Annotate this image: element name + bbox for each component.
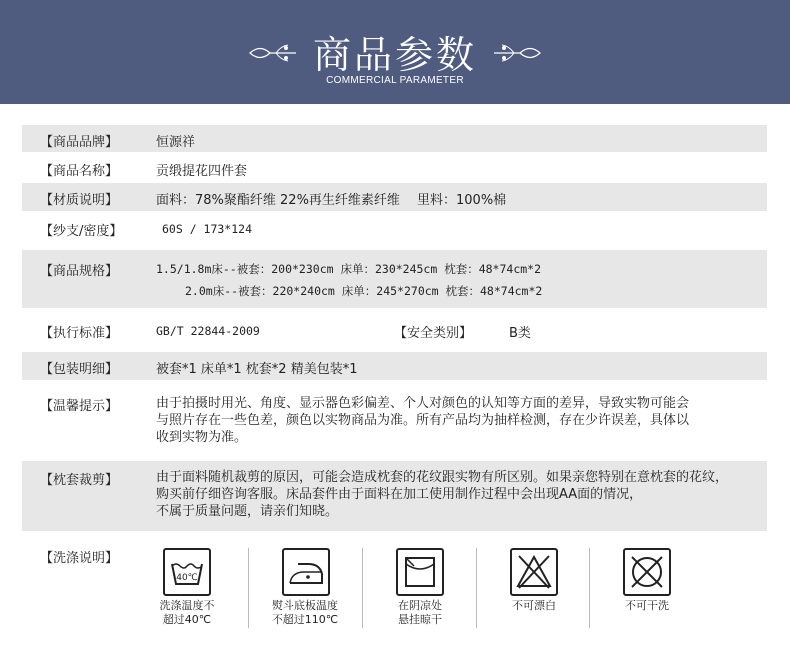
- page-subtitle: COMMERCIAL PARAMETER: [326, 75, 464, 86]
- wash-caption: [137, 599, 237, 627]
- row-yarn: [22, 213, 767, 243]
- wash-caption: [484, 599, 584, 613]
- spec-label: 【商品规格】: [40, 264, 119, 279]
- wash-caption: [370, 599, 470, 627]
- tips-line: 由于拍摄时用光、角度、显示器色彩偏差、个人对颜色的认知等方面的差异，导致实物可能会: [156, 396, 690, 411]
- wash-caption-line: 熨斗底板温度: [272, 599, 338, 612]
- wash-caption-line: 悬挂晾干: [398, 613, 442, 626]
- no-tumble-dry-icon: [623, 548, 671, 596]
- brand-value: 恒源祥: [156, 135, 196, 150]
- wash-caption-line: 不可干洗: [625, 599, 669, 612]
- yarn-value: 60S / 173*124: [162, 222, 253, 236]
- brand-label: 【商品品牌】: [40, 135, 119, 150]
- wash-caption-line: 洗涤温度不: [159, 599, 215, 612]
- wash-caption-line: 在阴凉处: [398, 599, 442, 612]
- row-name: [22, 154, 767, 181]
- wash-caption: [597, 599, 697, 613]
- row-material: [22, 183, 767, 211]
- wash-caption-line: 不超过110℃: [271, 613, 339, 626]
- pillow-line: 不属于质量问题，请亲们知晓。: [156, 504, 339, 519]
- pillow-text: [156, 469, 728, 520]
- wash-temp-text: 40℃: [176, 573, 198, 583]
- tips-text: [156, 395, 689, 446]
- row-standard: [22, 315, 767, 345]
- wash-caption: [255, 599, 355, 627]
- yarn-label: 【纱支/密度】: [40, 224, 123, 239]
- name-label: 【商品名称】: [40, 164, 119, 179]
- material-value: 面料：78%聚酯纤维 22%再生纤维素纤维: [156, 193, 400, 208]
- no-bleach-icon: [510, 548, 558, 596]
- pillow-line: 由于面料随机裁剪的原因，可能会造成枕套的花纹跟实物有所区别。如果亲您特别在意枕套的花纹，: [156, 470, 729, 485]
- row-spec: [22, 250, 767, 308]
- row-pillow: [22, 461, 767, 531]
- wash-divider: [589, 548, 590, 628]
- wash-divider: [476, 548, 477, 628]
- wash-divider: [248, 548, 249, 628]
- tips-line: 与照片存在一些色差，颜色以实物商品为准。所有产品均为抽样检测，存在少许误差，具体以: [156, 413, 690, 428]
- safety-value: B类: [509, 326, 531, 341]
- pillow-line: 购买前仔细咨询客服。床品套件由于面料在加工使用制作过程中会出现AA面的情况，: [156, 487, 643, 502]
- wash-caption-line: 超过40℃: [162, 613, 212, 626]
- line-dry-shade-icon: [396, 548, 444, 596]
- wash-divider: [362, 548, 363, 628]
- row-package: [22, 352, 767, 380]
- iron-icon: [282, 548, 330, 596]
- right-ornament-icon: [492, 42, 542, 64]
- wash-caption-line: 不可漂白: [512, 599, 556, 612]
- header-banner: [0, 0, 790, 104]
- material-value-lining: 里料：100%棉: [417, 193, 507, 208]
- row-tips: [22, 388, 767, 448]
- material-label: 【材质说明】: [40, 193, 119, 208]
- tips-line: 收到实物为准。: [156, 430, 248, 445]
- standard-label: 【执行标准】: [40, 326, 119, 341]
- page-title: 商品参数: [312, 33, 477, 77]
- wash-40-icon: [163, 548, 211, 596]
- spec-line-2: 2.0m床--被套：220*240cm 床单：245*270cm 枕套：48*74cm*2: [185, 284, 543, 298]
- row-brand: [22, 125, 767, 152]
- spec-line-1: 1.5/1.8m床--被套：200*230cm 床单：230*245cm 枕套：48*74cm*2: [156, 262, 542, 276]
- standard-value: GB/T 22844-2009: [156, 324, 260, 338]
- package-value: 被套*1 床单*1 枕套*2 精美包装*1: [156, 362, 358, 377]
- package-label: 【包装明细】: [40, 362, 119, 377]
- wash-label: 【洗涤说明】: [40, 551, 119, 566]
- tips-label: 【温馨提示】: [40, 399, 119, 414]
- pillow-label: 【枕套裁剪】: [40, 473, 119, 488]
- safety-label: 【安全类别】: [394, 326, 473, 341]
- name-value: 贡缎提花四件套: [156, 164, 248, 179]
